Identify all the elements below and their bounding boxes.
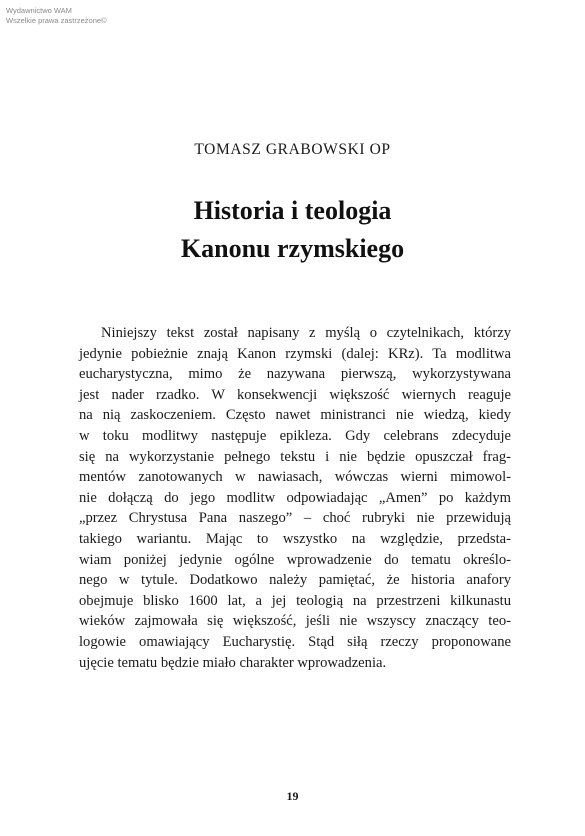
chapter-title-line-1: Historia i teologia — [193, 196, 392, 225]
paragraph-line: wieków zajmowała się większość, jeśli nie wszyscy znaczący teo- — [79, 613, 511, 630]
paragraph-line: eucharystyczna, mimo że nazywana pierwszą, wykorzystywana — [79, 366, 511, 383]
publisher-watermark — [6, 6, 107, 25]
chapter-title — [0, 192, 585, 268]
paragraph-line: wiam poniżej jedynie ogólne wprowadzenie do tematu określo- — [79, 551, 511, 568]
page-number: 19 — [286, 789, 299, 803]
paragraph-line: logowie omawiający Eucharystię. Stąd siłą rzeczy proponowane — [79, 633, 511, 650]
paragraph-line: się na wykorzystanie pełnego tekstu i nie będzie opuszczał frag- — [79, 448, 511, 465]
watermark-publisher: Wydawnictwo WAM — [6, 6, 72, 15]
paragraph-line: na nią zaskoczeniem. Często nawet ministranci nie wiedzą, kiedy — [79, 407, 511, 424]
paragraph-line: jest nader rzadko. W konsekwencji większość wiernych reaguje — [79, 386, 511, 403]
paragraph-line: obejmuje blisko 1600 lat, a jej teologią na przestrzeni kilkunastu — [79, 592, 511, 609]
paragraph-line: w toku modlitwy następuje epikleza. Gdy celebrans zdecyduje — [79, 427, 511, 444]
paragraph-line: mentów zanotowanych w nawiasach, wówczas wierni mimowol- — [79, 469, 511, 486]
paragraph-line: jedynie pobieżnie znają Kanon rzymski (dalej: KRz). Ta modlitwa — [79, 345, 511, 362]
paragraph-line: „przez Chrystusa Pana naszego” – choć rubryki nie przewidują — [79, 510, 511, 527]
paragraph-line: takiego wariantu. Mając to wszystko na względzie, przedsta- — [79, 530, 511, 547]
author-name: TOMASZ GRABOWSKI OP — [194, 141, 391, 158]
paragraph-line: nie dołączą do jego modlitw odpowiadając „Amen” po każdym — [79, 489, 511, 506]
chapter-title-line-2: Kanonu rzymskiego — [180, 234, 405, 263]
paragraph-line: nego w tytule. Dodatkowo należy pamiętać, że historia anafory — [79, 572, 511, 589]
paragraph-line: ujęcie tematu będzie miało charakter wprowadzenia. — [79, 654, 387, 671]
watermark-copyright: Wszelkie prawa zastrzeżone© — [6, 15, 107, 25]
body-paragraph — [79, 323, 511, 673]
paragraph-line: Niniejszy tekst został napisany z myślą o czytelnikach, którzy — [101, 325, 511, 341]
